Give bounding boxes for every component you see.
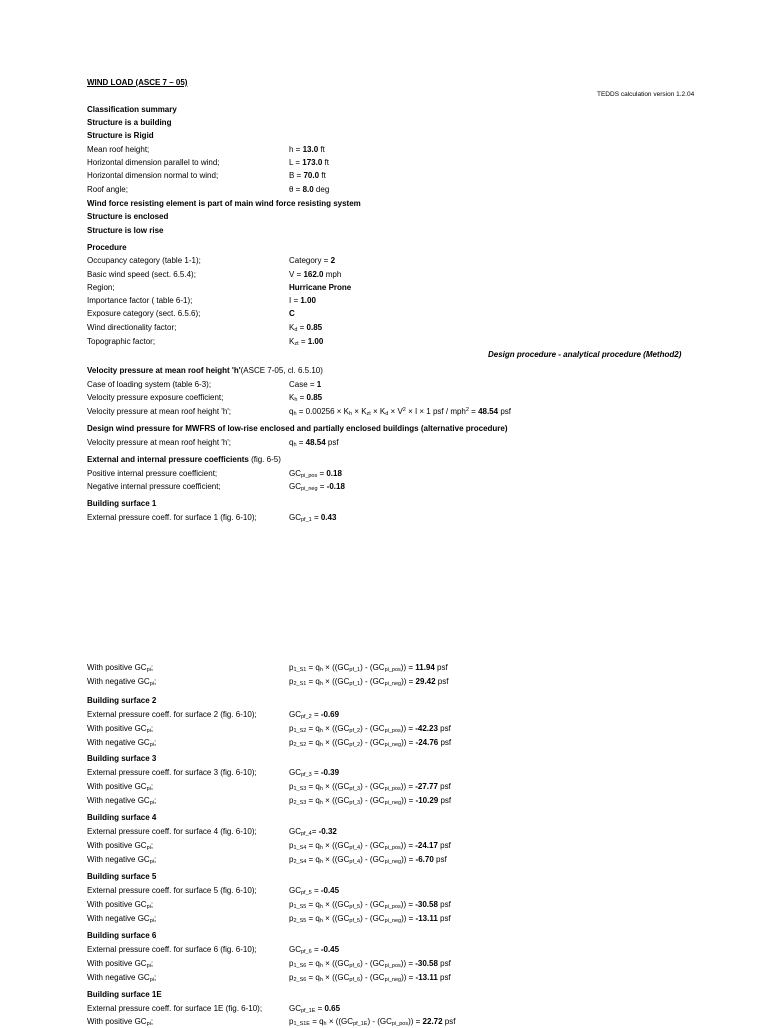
surface-1-heading: Building surface 1 bbox=[87, 499, 157, 508]
exposure-value: C bbox=[289, 309, 295, 318]
surface-2-pos-value: p1_S2 = qh × ((GCpf_2) - (GCpi_pos)) = -42.23 psf bbox=[289, 724, 451, 734]
surface-2-ext-value: GCpf_2 = -0.69 bbox=[289, 710, 340, 720]
importance-label: Importance factor ( table 6-1); bbox=[87, 296, 193, 305]
occupancy-value: Category = 2 bbox=[289, 256, 336, 265]
surface-3-neg-label: With negative GCpi; bbox=[87, 796, 157, 806]
surface-4-pos-label: With positive GCpi; bbox=[87, 841, 154, 851]
surface-1e-heading: Building surface 1E bbox=[87, 990, 162, 999]
region-label: Region; bbox=[87, 283, 115, 292]
design-qh-value: qh = 48.54 psf bbox=[289, 438, 339, 448]
surface-3-ext-label: External pressure coeff. for surface 3 (fig. 6-10); bbox=[87, 768, 257, 777]
horiz-parallel-value: L = 173.0 ft bbox=[289, 158, 329, 167]
kh-label: Velocity pressure exposure coefficient; bbox=[87, 393, 224, 402]
surface-2-heading: Building surface 2 bbox=[87, 696, 157, 705]
loading-case-value: Case = 1 bbox=[289, 380, 322, 389]
surface-3-heading: Building surface 3 bbox=[87, 754, 157, 763]
region-value: Hurricane Prone bbox=[289, 283, 352, 292]
roof-angle-value: θ = 8.0 deg bbox=[289, 185, 330, 194]
surface-2-ext-label: External pressure coeff. for surface 2 (fig. 6-10); bbox=[87, 710, 257, 719]
horiz-parallel-label: Horizontal dimension parallel to wind; bbox=[87, 158, 220, 167]
surface-1e-pos-label: With positive GCpi; bbox=[87, 1017, 154, 1027]
surface-4-ext-value: GCpf_4= -0.32 bbox=[289, 827, 337, 837]
surface-5-ext-value: GCpf_5 = -0.45 bbox=[289, 886, 340, 896]
gcpi-neg-label: Negative internal pressure coefficient; bbox=[87, 482, 221, 491]
horiz-normal-value: B = 70.0 ft bbox=[289, 171, 326, 180]
gcpi-pos-label: Positive internal pressure coefficient; bbox=[87, 469, 218, 478]
kh-value: Kh = 0.85 bbox=[289, 393, 323, 403]
surface-5-pos-value: p1_S5 = qh × ((GCpf_5) - (GCpi_pos)) = -30.58 psf bbox=[289, 900, 451, 910]
roof-angle-label: Roof angle; bbox=[87, 185, 128, 194]
surface-5-heading: Building surface 5 bbox=[87, 872, 157, 881]
gcpi-pos-value: GCpi_pos = 0.18 bbox=[289, 469, 342, 479]
surface-4-neg-value: p2_S4 = qh × ((GCpf_4) - (GCpi_neg)) = -6.70 psf bbox=[289, 855, 447, 865]
surface-4-pos-value: p1_S4 = qh × ((GCpf_4) - (GCpi_pos)) = -24.17 psf bbox=[289, 841, 451, 851]
classification-heading: Classification summary bbox=[87, 105, 177, 114]
importance-value: I = 1.00 bbox=[289, 296, 316, 305]
design-wind-heading: Design wind pressure for MWFRS of low-rise enclosed and partially enclosed buildings (alternative procedure) bbox=[87, 424, 508, 433]
surface-1-pos-label: With positive GCpi; bbox=[87, 663, 154, 673]
mwfrs-statement: Wind force resisting element is part of main wind force resisting system bbox=[87, 199, 361, 208]
exposure-label: Exposure category (sect. 6.5.6); bbox=[87, 309, 201, 318]
surface-1-pos-value: p1_S1 = qh × ((GCpf_1) - (GCpi_pos)) = 11.94 psf bbox=[289, 663, 448, 673]
gcpi-neg-value: GCpi_neg = -0.18 bbox=[289, 482, 345, 492]
mean-roof-height-label: Mean roof height; bbox=[87, 145, 150, 154]
surface-1-neg-value: p2_S1 = qh × ((GCpf_1) - (GCpi_neg)) = 29.42 psf bbox=[289, 677, 449, 687]
surface-2-pos-label: With positive GCpi; bbox=[87, 724, 154, 734]
wind-speed-label: Basic wind speed (sect. 6.5.4); bbox=[87, 270, 196, 279]
surface-5-neg-label: With negative GCpi; bbox=[87, 914, 157, 924]
structure-low-rise: Structure is low rise bbox=[87, 226, 164, 235]
topographic-label: Topographic factor; bbox=[87, 337, 156, 346]
horiz-normal-label: Horizontal dimension normal to wind; bbox=[87, 171, 219, 180]
surface-1-ext-label: External pressure coeff. for surface 1 (fig. 6-10); bbox=[87, 513, 257, 522]
surface-6-heading: Building surface 6 bbox=[87, 931, 157, 940]
surface-5-pos-label: With positive GCpi; bbox=[87, 900, 154, 910]
surface-1-neg-label: With negative GCpi; bbox=[87, 677, 157, 687]
structure-building: Structure is a building bbox=[87, 118, 172, 127]
surface-6-neg-label: With negative GCpi; bbox=[87, 973, 157, 983]
surface-5-ext-label: External pressure coeff. for surface 5 (fig. 6-10); bbox=[87, 886, 257, 895]
surface-6-ext-label: External pressure coeff. for surface 6 (fig. 6-10); bbox=[87, 945, 257, 954]
qh-label: Velocity pressure at mean roof height 'h'; bbox=[87, 407, 232, 416]
wind-speed-value: V = 162.0 mph bbox=[289, 270, 342, 279]
surface-3-pos-value: p1_S3 = qh × ((GCpf_3) - (GCpi_pos)) = -27.77 psf bbox=[289, 782, 451, 792]
surface-1e-ext-label: External pressure coeff. for surface 1E (fig. 6-10); bbox=[87, 1004, 263, 1013]
surface-4-ext-label: External pressure coeff. for surface 4 (fig. 6-10); bbox=[87, 827, 257, 836]
loading-case-label: Case of loading system (table 6-3); bbox=[87, 380, 212, 389]
directionality-label: Wind directionality factor; bbox=[87, 323, 177, 332]
surface-4-neg-label: With negative GCpi; bbox=[87, 855, 157, 865]
surface-6-pos-label: With positive GCpi; bbox=[87, 959, 154, 969]
ext-int-heading: External and internal pressure coefficients (fig. 6-5) bbox=[87, 455, 281, 464]
procedure-heading: Procedure bbox=[87, 243, 127, 252]
structure-enclosed: Structure is enclosed bbox=[87, 212, 169, 221]
design-qh-label: Velocity pressure at mean roof height 'h'; bbox=[87, 438, 232, 447]
velocity-heading: Velocity pressure at mean roof height 'h'(ASCE 7-05, cl. 6.5.10) bbox=[87, 366, 323, 375]
mean-roof-height-value: h = 13.0 ft bbox=[289, 145, 325, 154]
surface-6-pos-value: p1_S6 = qh × ((GCpf_6) - (GCpi_pos)) = -30.58 psf bbox=[289, 959, 451, 969]
occupancy-label: Occupancy category (table 1-1); bbox=[87, 256, 201, 265]
surface-2-neg-value: p2_S2 = qh × ((GCpf_2) - (GCpi_neg)) = -24.76 psf bbox=[289, 738, 452, 748]
qh-formula: qh = 0.00256 × Kh × Kzt × $Kd \times V^2 \times I \times 1$ psf / mph$^2$ = 48.54 psf bbox=[289, 407, 511, 417]
surface-1e-pos-value: p1_S1E = qh × ((GCpf_1E) - (GCpi_pos)) = 22.72 psf bbox=[289, 1017, 456, 1027]
surface-2-neg-label: With negative GCpi; bbox=[87, 738, 157, 748]
surface-1e-ext-value: GCpf_1E = 0.65 bbox=[289, 1004, 341, 1014]
surface-5-neg-value: p2_S5 = qh × ((GCpf_5) - (GCpi_neg)) = -13.11 psf bbox=[289, 914, 451, 924]
structure-rigid: Structure is Rigid bbox=[87, 131, 154, 140]
directionality-value: Kd = 0.85 bbox=[289, 323, 323, 333]
surface-3-ext-value: GCpf_3 = -0.39 bbox=[289, 768, 340, 778]
surface-3-neg-value: p2_S3 = qh × ((GCpf_3) - (GCpi_neg)) = -10.29 psf bbox=[289, 796, 452, 806]
tedds-version: TEDDS calculation version 1.2.04 bbox=[597, 91, 695, 98]
document-title: WIND LOAD (ASCE 7 – 05) bbox=[87, 78, 188, 87]
surface-3-pos-label: With positive GCpi; bbox=[87, 782, 154, 792]
design-procedure-note: Design procedure - analytical procedure (Method2) bbox=[488, 350, 682, 359]
surface-6-ext-value: GCpf_6 = -0.45 bbox=[289, 945, 340, 955]
surface-1-ext-value: GCpf_1 = 0.43 bbox=[289, 513, 337, 523]
surface-4-heading: Building surface 4 bbox=[87, 813, 157, 822]
surface-6-neg-value: p2_S6 = qh × ((GCpf_6) - (GCpi_neg)) = -13.11 psf bbox=[289, 973, 451, 983]
topographic-value: Kzt = 1.00 bbox=[289, 337, 324, 347]
